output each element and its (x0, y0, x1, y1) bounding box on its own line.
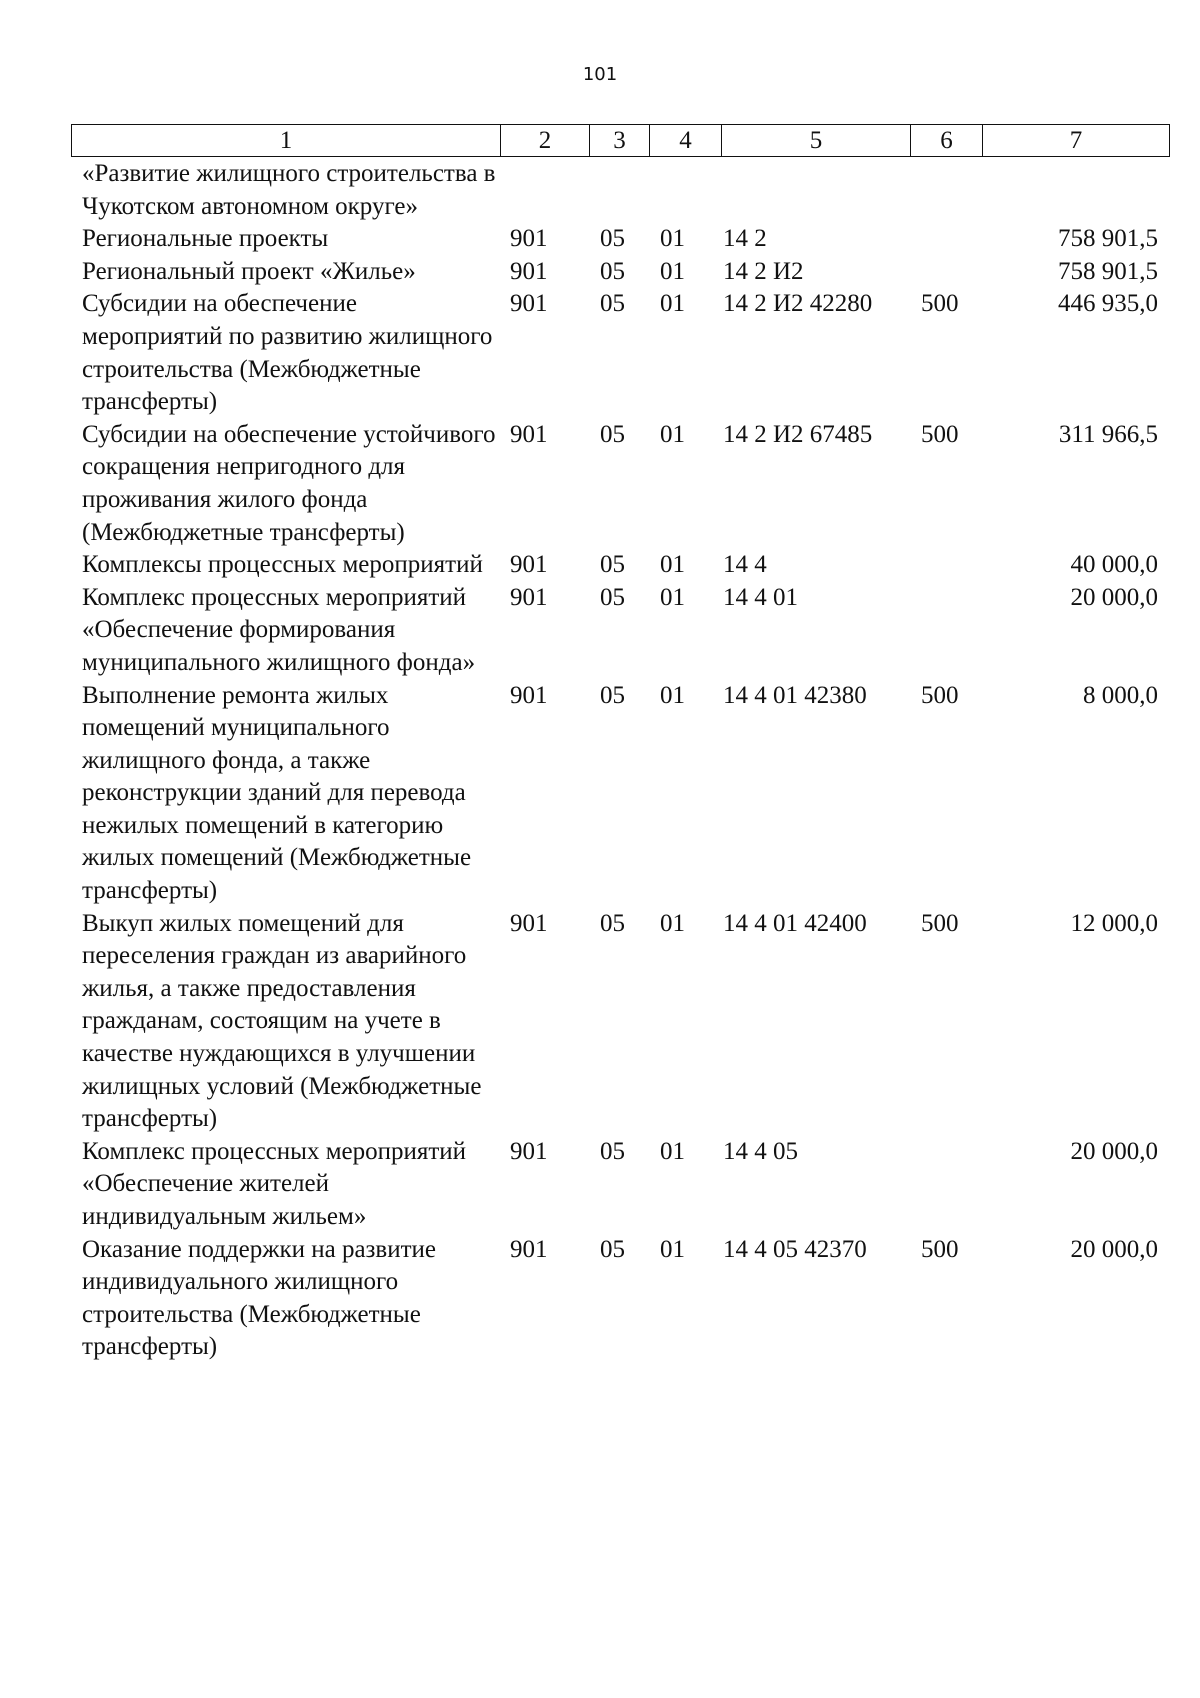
table-row (71, 549, 1169, 582)
row-amount: 12 000,0 (1070, 909, 1158, 937)
row-amount: 20 000,0 (1070, 1137, 1158, 1165)
row-expense-type (910, 549, 982, 582)
row-target-article: 14 4 01 (723, 583, 798, 611)
table-row (71, 680, 1169, 908)
row-ministry-code: 901 (510, 681, 548, 709)
table-row (71, 256, 1169, 289)
row-amount: 311 966,5 (1058, 420, 1158, 448)
row-expense-type: 500 (921, 909, 959, 937)
table-body (71, 158, 1169, 1364)
row-ministry-code: 901 (510, 290, 548, 318)
row-expense-type (910, 582, 982, 680)
row-ministry-code: 901 (510, 1235, 548, 1263)
row-subsection: 01 (660, 290, 685, 318)
table-row (71, 288, 1169, 418)
row-amount (982, 158, 1169, 223)
row-name: Комплекс процессных мероприятий «Обеспечение жителей индивидуальным жильем» (82, 1137, 467, 1230)
row-subsection: 01 (660, 909, 685, 937)
page-number: 101 (582, 64, 618, 85)
row-name: Комплексы процессных мероприятий (82, 551, 483, 579)
table-row (71, 419, 1169, 549)
column-header-6: 6 (911, 125, 983, 157)
row-subsection: 01 (660, 681, 685, 709)
column-header-7: 7 (983, 125, 1170, 157)
row-expense-type (910, 1136, 982, 1234)
budget-table (71, 158, 1169, 1364)
row-ministry-code: 901 (510, 1137, 548, 1165)
row-subsection: 01 (660, 225, 685, 253)
table-row (71, 158, 1169, 223)
row-subsection: 01 (660, 583, 685, 611)
row-ministry-code: 901 (510, 909, 548, 937)
row-ministry-code: 901 (510, 225, 548, 253)
row-target-article: 14 2 И2 (723, 257, 804, 285)
table-row (71, 1234, 1169, 1364)
row-target-article: 14 4 05 (723, 1137, 798, 1165)
row-subsection: 01 (660, 1235, 685, 1263)
column-header-1: 1 (72, 125, 501, 157)
row-expense-type (910, 158, 982, 223)
row-amount: 20 000,0 (1070, 1235, 1158, 1263)
row-target-article: 14 4 05 42370 (723, 1235, 867, 1263)
row-expense-type: 500 (921, 290, 959, 318)
column-header-2: 2 (501, 125, 590, 157)
row-expense-type: 500 (921, 1235, 959, 1263)
row-ministry-code: 901 (510, 551, 548, 579)
row-subsection: 01 (660, 420, 685, 448)
row-section: 05 (600, 909, 625, 937)
row-target-article: 14 2 И2 67485 (723, 420, 873, 448)
row-ministry-code: 901 (510, 257, 548, 285)
row-expense-type: 500 (921, 681, 959, 709)
row-section: 05 (600, 681, 625, 709)
row-name: Субсидии на обеспечение мероприятий по развитию жилищного строительства (Межбюджетные трансферты) (82, 290, 493, 416)
row-subsection (649, 158, 721, 223)
column-header-5: 5 (722, 125, 911, 157)
row-target-article: 14 2 И2 42280 (723, 290, 873, 318)
row-name: Выкуп жилых помещений для переселения граждан из аварийного жилья, а также предоставления гражданам, состоящим на учете в качестве нуждающихся в улучшении жилищных условий (Межбюджетные трансферты) (82, 909, 482, 1133)
row-name: Оказание поддержки на развитие индивидуального жилищного строительства (Межбюджетные трансферты) (82, 1235, 437, 1361)
row-subsection: 01 (660, 1137, 685, 1165)
row-ministry-code (500, 158, 589, 223)
row-section: 05 (600, 1235, 625, 1263)
row-amount: 758 901,5 (1058, 257, 1158, 285)
row-section: 05 (600, 420, 625, 448)
row-ministry-code: 901 (510, 583, 548, 611)
row-target-article: 14 2 (723, 225, 767, 253)
table-row (71, 1136, 1169, 1234)
row-section: 05 (600, 1137, 625, 1165)
row-target-article (721, 158, 910, 223)
row-section: 05 (600, 551, 625, 579)
row-expense-type (910, 256, 982, 289)
row-name: Субсидии на обеспечение устойчивого сокращения непригодного для проживания жилого фонда (Межбюджетные трансферты) (82, 420, 496, 546)
row-name: Выполнение ремонта жилых помещений муниципального жилищного фонда, а также реконструкции зданий для перевода нежилых помещений в категорию жилых помещений (Межбюджетные трансферты) (82, 681, 472, 905)
row-subsection: 01 (660, 551, 685, 579)
row-section: 05 (600, 257, 625, 285)
row-section (589, 158, 649, 223)
column-header-4: 4 (650, 125, 722, 157)
row-name: Комплекс процессных мероприятий «Обеспечение формирования муниципального жилищного фонда» (82, 583, 476, 676)
table-row (71, 908, 1169, 1136)
row-section: 05 (600, 583, 625, 611)
row-name: Региональный проект «Жилье» (82, 257, 416, 285)
row-target-article: 14 4 01 42380 (723, 681, 867, 709)
row-amount: 8 000,0 (1083, 681, 1158, 709)
table-row (71, 582, 1169, 680)
row-name: Региональные проекты (82, 225, 329, 253)
table-row (71, 223, 1169, 256)
row-amount: 446 935,0 (1058, 290, 1158, 318)
row-expense-type: 500 (921, 420, 959, 448)
row-amount: 758 901,5 (1058, 225, 1158, 253)
row-target-article: 14 4 (723, 551, 767, 579)
row-name: «Развитие жилищного строительства в Чукотском автономном округе» (82, 160, 496, 220)
column-header-row (71, 124, 1170, 157)
row-target-article: 14 4 01 42400 (723, 909, 867, 937)
row-amount: 20 000,0 (1070, 583, 1158, 611)
row-subsection: 01 (660, 257, 685, 285)
row-amount: 40 000,0 (1070, 551, 1158, 579)
row-ministry-code: 901 (510, 420, 548, 448)
row-section: 05 (600, 290, 625, 318)
row-section: 05 (600, 225, 625, 253)
column-header-3: 3 (590, 125, 650, 157)
row-expense-type (910, 223, 982, 256)
